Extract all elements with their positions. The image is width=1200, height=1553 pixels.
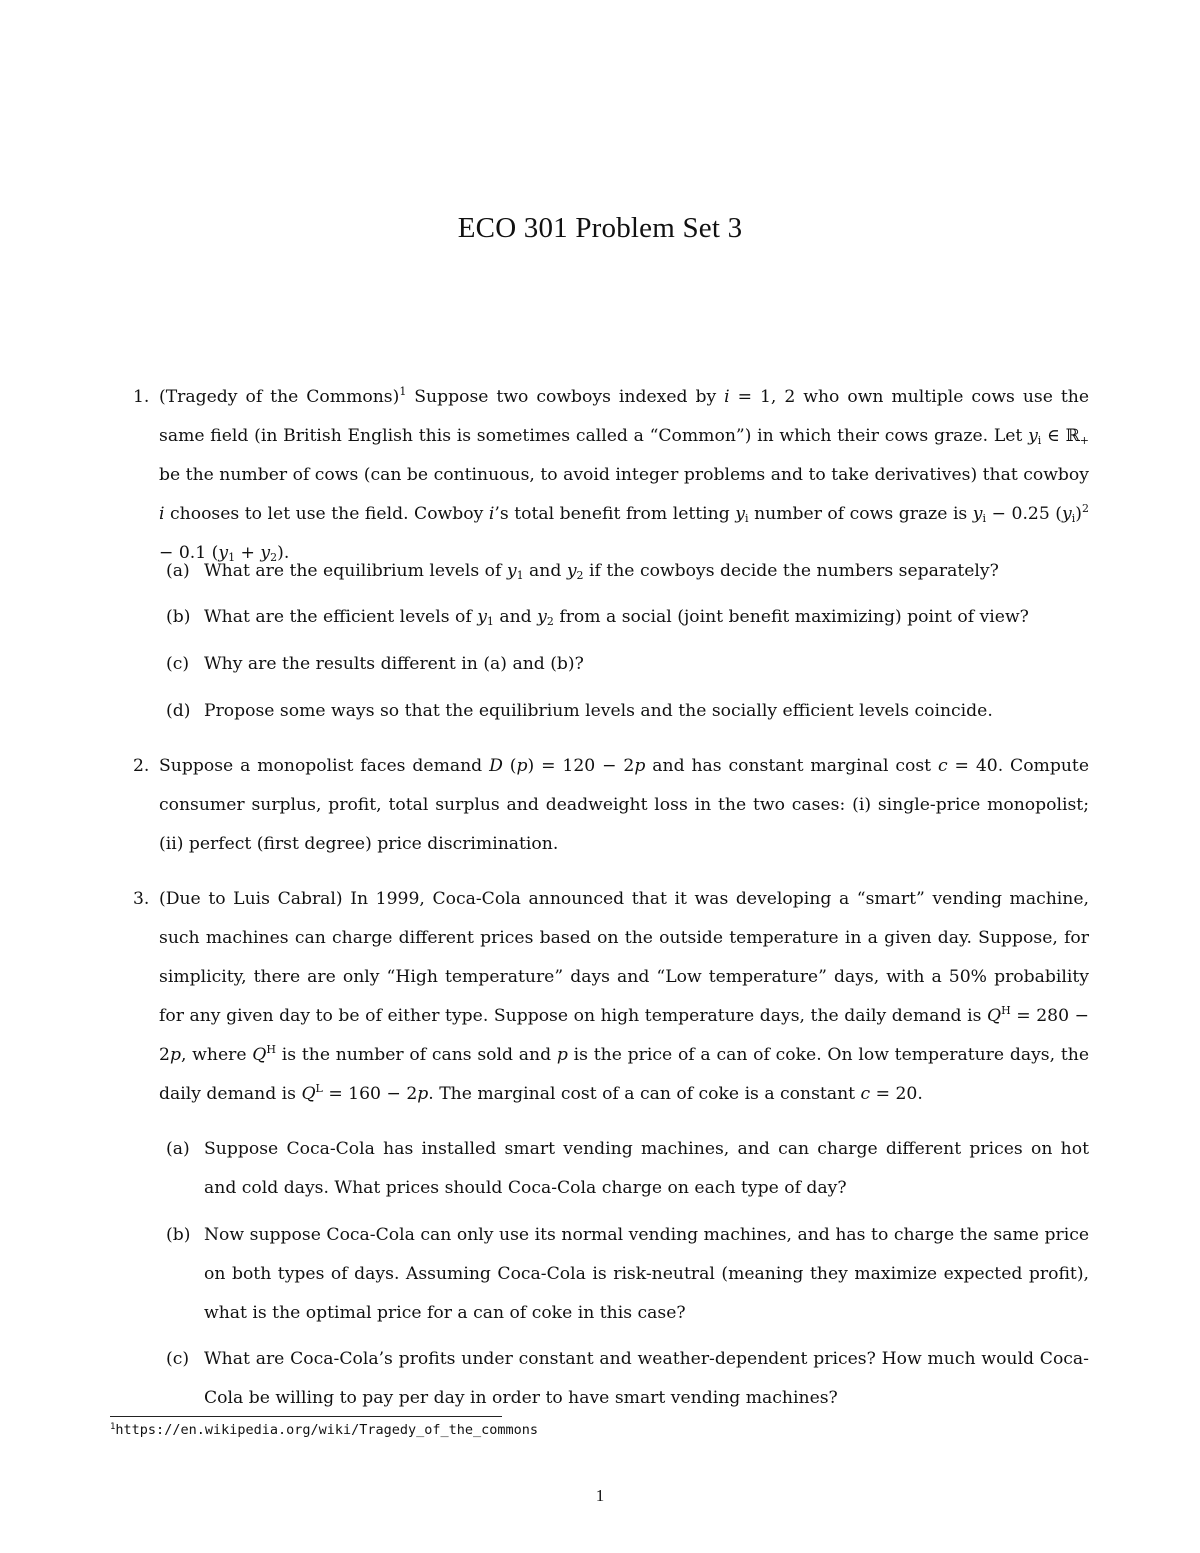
footnote	[110, 1422, 538, 1438]
subpart-1b	[166, 598, 1089, 637]
subpart-text: Suppose Coca-Cola has installed smart vending machines, and can charge different prices on hot and cold days. What prices should Coca-Cola charge on each type of day?	[204, 1139, 1089, 1198]
problem-3	[133, 880, 1089, 1114]
problem-text: (Due to Luis Cabral) In 1999, Coca-Cola announced that it was developing a “smart” vending machine, such machines can charge different prices based on the outside temperature in a given day. Suppose, for simplicity, there are only “High temperature” days and “Low temperature” days, with a 50% probability for any given day to be of either type. Suppose on high temperature days, the daily demand is $Q^H = 280 - 2p$, where $Q^H$ is the number of cans sold and p is the price of a can of coke. On low temperature days, the daily demand is $Q^L = 160 - 2p$. The marginal cost of a can of coke is a constant c = 20.	[159, 889, 1090, 1104]
footnote-marker: 1	[399, 385, 407, 398]
problem-text: Suppose a monopolist faces demand D (p) = 120 − 2p and has constant marginal cost c = 40. Compute consumer surplus, profit, total surplus and deadweight loss in the two cases: (i) single-price monopolist; (ii) perfect (first degree) price discrimination.	[159, 756, 1090, 854]
subpart-3b	[166, 1216, 1089, 1333]
subpart-3c	[166, 1340, 1089, 1418]
subpart-text: What are the equilibrium levels of $y_1$ and $y_2$ if the cowboys decide the numbers separately?	[204, 561, 999, 582]
problem-heading: (Tragedy of the Commons)	[159, 387, 400, 407]
subpart-label: (a)	[166, 561, 190, 581]
footnote-marker: 1	[110, 1422, 116, 1432]
subpart-label: (c)	[166, 1349, 190, 1369]
problem-text: (Tragedy of the Commons)$^1$ Suppose two cowboys indexed by i = 1, 2 who own multiple cows use the same field (in British English this is sometimes called a “Common”) in which their cows graze. Let $y_i$ ∈ ℝ$_+$ be the number of cows (can be continuous, to avoid integer problems and to take derivatives) that cowboy i chooses to let use the field. Cowboy i’s total benefit from letting $y_i$ number of cows graze is $y_i - 0.25$ $(y_i)^2 - 0.1$ $(y_1 + y_2)$.	[159, 385, 1089, 564]
footnote-link[interactable]: https://en.wikipedia.org/wiki/Tragedy_of_the_commons	[115, 1422, 539, 1438]
subpart-label: (a)	[166, 1139, 190, 1159]
footnote-divider	[110, 1416, 502, 1417]
subpart-text: What are the efficient levels of $y_1$ and $y_2$ from a social (joint benefit maximizing) point of view?	[204, 607, 1029, 628]
subpart-label: (d)	[166, 701, 191, 721]
subpart-1c	[166, 645, 1089, 684]
subpart-text: Now suppose Coca-Cola can only use its normal vending machines, and has to charge the same price on both types of days. Assuming Coca-Cola is risk-neutral (meaning they maximize expected profit), what is the optimal price for a can of coke in this case?	[204, 1225, 1089, 1323]
problem-number: 1.	[133, 387, 150, 407]
problem-number: 2.	[133, 756, 150, 776]
subpart-1a	[166, 552, 1089, 591]
subpart-text: Why are the results different in (a) and (b)?	[204, 654, 584, 674]
problem-1	[133, 378, 1089, 573]
page-title: ECO 301 Problem Set 3	[457, 212, 743, 244]
subpart-text: Propose some ways so that the equilibrium levels and the socially efficient levels coincide.	[204, 701, 993, 721]
subpart-3a	[166, 1130, 1089, 1208]
subpart-label: (c)	[166, 654, 190, 674]
page-number: 1	[595, 1486, 605, 1505]
subpart-1d	[166, 692, 1089, 731]
problem-number: 3.	[133, 889, 150, 909]
subpart-text: What are Coca-Cola’s profits under constant and weather-dependent prices? How much would Coca-Cola be willing to pay per day in order to have smart vending machines?	[204, 1349, 1089, 1408]
subpart-label: (b)	[166, 1225, 191, 1245]
subpart-label: (b)	[166, 607, 191, 627]
problem-2	[133, 747, 1089, 864]
